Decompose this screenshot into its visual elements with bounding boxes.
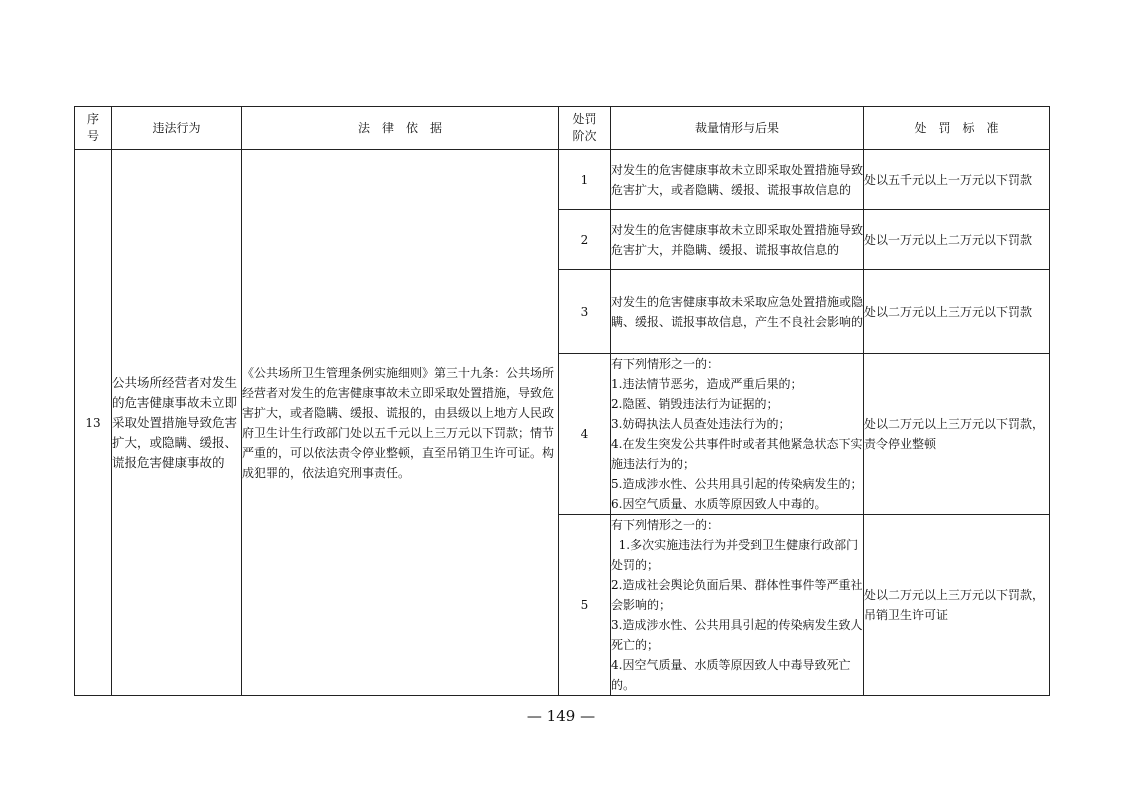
level-number: 3 xyxy=(559,270,611,354)
header-basis: 法 律 依 据 xyxy=(242,107,559,150)
level-standard: 处以五千元以上一万元以下罚款 xyxy=(864,150,1050,210)
header-seq: 序号 xyxy=(75,107,112,150)
table-row xyxy=(75,150,1050,210)
row-behavior: 公共场所经营者对发生的危害健康事故未立即采取处置措施导致危害扩大，或隐瞒、缓报、谎报危害健康事故的 xyxy=(112,150,242,696)
header-behavior: 违法行为 xyxy=(112,107,242,150)
page-number: — 149 — xyxy=(526,707,596,725)
row-basis: 《公共场所卫生管理条例实施细则》第三十九条：公共场所经营者对发生的危害健康事故未立即采取处置措施，导致危害扩大，或者隐瞒、缓报、谎报的，由县级以上地方人民政府卫生计生行政部门处以五千元以上三万元以下罚款；情节严重的，可以依法责令停业整顿，直至吊销卫生许可证。构成犯罪的，依法追究刑事责任。 xyxy=(242,150,559,696)
header-level: 处罚阶次 xyxy=(559,107,611,150)
level-number: 4 xyxy=(559,354,611,515)
level-circumstance: 对发生的危害健康事故未采取应急处置措施或隐瞒、缓报、谎报事故信息，产生不良社会影响的 xyxy=(611,270,864,354)
header-standard: 处 罚 标 准 xyxy=(864,107,1050,150)
level-standard: 处以二万元以上三万元以下罚款 xyxy=(864,270,1050,354)
level-number: 1 xyxy=(559,150,611,210)
level-standard: 处以一万元以上二万元以下罚款 xyxy=(864,210,1050,270)
penalty-table xyxy=(74,106,1050,696)
level-circumstance: 有下列情形之一的： 1.违法情节恶劣，造成严重后果的； 2.隐匿、销毁违法行为证据的； 3.妨碍执法人员查处违法行为的； 4.在发生突发公共事件时或者其他紧急状态下实施违法行为的； 5.造成涉水性、公共用具引起的传染病发生的； 6.因空气质量、水质等原因致人中毒的。 xyxy=(611,354,864,515)
level-circumstance: 有下列情形之一的： 1.多次实施违法行为并受到卫生健康行政部门处罚的； 2.造成社会舆论负面后果、群体性事件等严重社会影响的； 3.造成涉水性、公共用具引起的传染病发生致人死亡的； 4.因空气质量、水质等原因致人中毒导致死亡的。 xyxy=(611,515,864,696)
header-row xyxy=(75,107,1050,150)
level-circumstance: 对发生的危害健康事故未立即采取处置措施导致危害扩大，或者隐瞒、缓报、谎报事故信息的 xyxy=(611,150,864,210)
row-seq: 13 xyxy=(75,150,112,696)
level-standard: 处以二万元以上三万元以下罚款，吊销卫生许可证 xyxy=(864,515,1050,696)
level-number: 2 xyxy=(559,210,611,270)
level-circumstance: 对发生的危害健康事故未立即采取处置措施导致危害扩大，并隐瞒、缓报、谎报事故信息的 xyxy=(611,210,864,270)
level-number: 5 xyxy=(559,515,611,696)
header-circumstances: 裁量情形与后果 xyxy=(611,107,864,150)
level-standard: 处以二万元以上三万元以下罚款，责令停业整顿 xyxy=(864,354,1050,515)
